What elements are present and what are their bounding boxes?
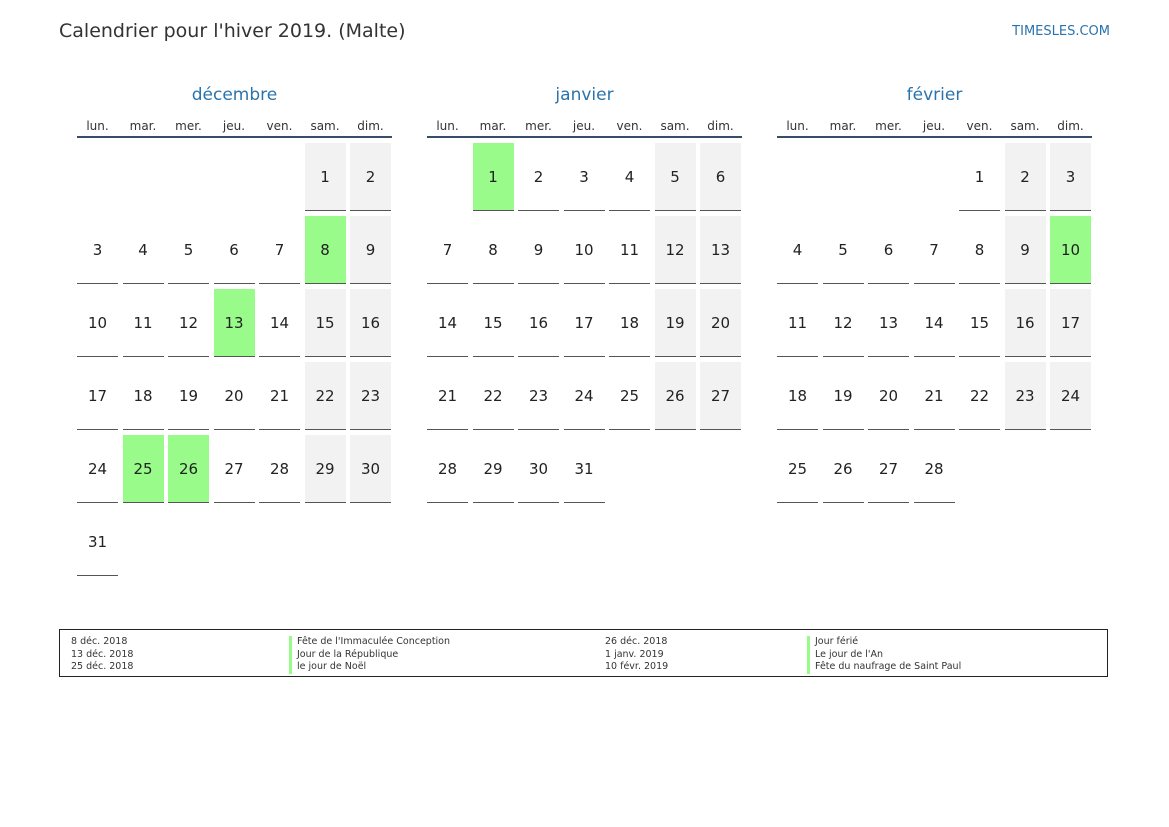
day-cell: 18 bbox=[609, 289, 650, 357]
holiday-day-cell: 8 bbox=[305, 216, 346, 284]
day-cell: 26 bbox=[823, 435, 864, 503]
day-cell: 8 bbox=[959, 216, 1000, 284]
empty-cell bbox=[123, 143, 164, 211]
day-cell: 20 bbox=[214, 362, 255, 430]
day-cell: 3 bbox=[77, 216, 118, 284]
weekend-day-cell: 16 bbox=[350, 289, 391, 357]
weekend-day-cell: 2 bbox=[350, 143, 391, 211]
day-cell: 31 bbox=[77, 508, 118, 576]
weekday-label: dim. bbox=[707, 119, 734, 133]
weekday-header bbox=[427, 116, 742, 138]
legend-date: 10 févr. 2019 bbox=[605, 661, 669, 672]
weekend-day-cell: 23 bbox=[350, 362, 391, 430]
day-cell: 22 bbox=[473, 362, 514, 430]
month-calendar bbox=[427, 84, 742, 503]
month-name: décembre bbox=[191, 85, 278, 105]
weekend-day-cell: 12 bbox=[655, 216, 696, 284]
day-cell: 12 bbox=[168, 289, 209, 357]
day-cell: 19 bbox=[823, 362, 864, 430]
weekend-day-cell: 6 bbox=[700, 143, 741, 211]
day-cell: 7 bbox=[427, 216, 468, 284]
weekday-label: mer. bbox=[875, 119, 902, 133]
weekday-label: jeu. bbox=[572, 119, 596, 133]
day-cell: 24 bbox=[564, 362, 605, 430]
weekday-label: mar. bbox=[479, 119, 507, 133]
weekday-label: dim. bbox=[357, 119, 384, 133]
day-cell: 17 bbox=[77, 362, 118, 430]
day-cell: 30 bbox=[518, 435, 559, 503]
day-cell: 5 bbox=[168, 216, 209, 284]
day-cell: 4 bbox=[123, 216, 164, 284]
weekday-header bbox=[777, 116, 1092, 138]
day-cell: 11 bbox=[123, 289, 164, 357]
weekend-day-cell: 17 bbox=[1050, 289, 1091, 357]
legend-date: 25 déc. 2018 bbox=[71, 661, 134, 672]
legend-names-col-1 bbox=[289, 636, 450, 674]
day-cell: 6 bbox=[868, 216, 909, 284]
weekend-day-cell: 2 bbox=[1005, 143, 1046, 211]
day-cell: 14 bbox=[427, 289, 468, 357]
weekend-day-cell: 9 bbox=[1005, 216, 1046, 284]
month-calendar bbox=[77, 84, 392, 576]
day-cell: 14 bbox=[914, 289, 955, 357]
day-cell: 15 bbox=[473, 289, 514, 357]
legend-holiday-name: le jour de Noël bbox=[289, 661, 450, 674]
weekday-label: sam. bbox=[1010, 119, 1040, 133]
day-cell: 24 bbox=[77, 435, 118, 503]
day-cell: 28 bbox=[427, 435, 468, 503]
holiday-day-cell: 25 bbox=[123, 435, 164, 503]
empty-cell bbox=[427, 143, 468, 211]
day-cell: 6 bbox=[214, 216, 255, 284]
weekend-day-cell: 5 bbox=[655, 143, 696, 211]
weekend-day-cell: 29 bbox=[305, 435, 346, 503]
weekday-label: sam. bbox=[660, 119, 690, 133]
weekend-day-cell: 13 bbox=[700, 216, 741, 284]
holiday-day-cell: 1 bbox=[473, 143, 514, 211]
legend-date: 26 déc. 2018 bbox=[605, 636, 668, 647]
weekday-label: jeu. bbox=[222, 119, 246, 133]
day-grid bbox=[427, 143, 742, 503]
month-calendar bbox=[777, 84, 1092, 503]
empty-cell bbox=[168, 143, 209, 211]
day-grid bbox=[777, 143, 1092, 503]
day-cell: 21 bbox=[914, 362, 955, 430]
weekday-label: mar. bbox=[829, 119, 857, 133]
day-cell: 23 bbox=[518, 362, 559, 430]
empty-cell bbox=[777, 143, 818, 211]
day-cell: 5 bbox=[823, 216, 864, 284]
day-cell: 21 bbox=[427, 362, 468, 430]
day-cell: 31 bbox=[564, 435, 605, 503]
holiday-day-cell: 13 bbox=[214, 289, 255, 357]
day-cell: 9 bbox=[518, 216, 559, 284]
weekday-label: mer. bbox=[525, 119, 552, 133]
day-cell: 7 bbox=[914, 216, 955, 284]
weekday-label: mar. bbox=[129, 119, 157, 133]
legend-holiday-name: Fête du naufrage de Saint Paul bbox=[807, 661, 961, 674]
legend-dates-col-1 bbox=[71, 636, 133, 674]
legend-holiday-name: Jour de la République bbox=[289, 649, 450, 662]
day-cell: 2 bbox=[518, 143, 559, 211]
weekend-day-cell: 16 bbox=[1005, 289, 1046, 357]
day-cell: 3 bbox=[564, 143, 605, 211]
month-name: janvier bbox=[555, 85, 614, 105]
holiday-day-cell: 26 bbox=[168, 435, 209, 503]
weekday-label: lun. bbox=[786, 119, 809, 133]
month-name: février bbox=[906, 85, 963, 105]
weekday-label: lun. bbox=[86, 119, 109, 133]
weekend-day-cell: 20 bbox=[700, 289, 741, 357]
day-grid bbox=[77, 143, 392, 576]
day-cell: 4 bbox=[777, 216, 818, 284]
day-cell: 28 bbox=[259, 435, 300, 503]
weekday-label: jeu. bbox=[922, 119, 946, 133]
day-cell: 14 bbox=[259, 289, 300, 357]
day-cell: 21 bbox=[259, 362, 300, 430]
day-cell: 19 bbox=[168, 362, 209, 430]
weekday-header bbox=[77, 116, 392, 138]
day-cell: 10 bbox=[564, 216, 605, 284]
legend-dates-col-2 bbox=[605, 636, 668, 674]
weekend-day-cell: 26 bbox=[655, 362, 696, 430]
weekday-label: ven. bbox=[966, 119, 993, 133]
day-cell: 11 bbox=[777, 289, 818, 357]
day-cell: 1 bbox=[959, 143, 1000, 211]
empty-cell bbox=[868, 143, 909, 211]
weekend-day-cell: 30 bbox=[350, 435, 391, 503]
empty-cell bbox=[214, 143, 255, 211]
page-title: Calendrier pour l'hiver 2019. (Malte) bbox=[59, 20, 406, 42]
site-link[interactable]: TIMESLES.COM bbox=[1012, 24, 1110, 39]
weekend-day-cell: 22 bbox=[305, 362, 346, 430]
day-cell: 25 bbox=[609, 362, 650, 430]
weekday-label: lun. bbox=[436, 119, 459, 133]
empty-cell bbox=[823, 143, 864, 211]
day-cell: 27 bbox=[214, 435, 255, 503]
weekend-day-cell: 9 bbox=[350, 216, 391, 284]
day-cell: 16 bbox=[518, 289, 559, 357]
day-cell: 4 bbox=[609, 143, 650, 211]
legend-holiday-name: Jour férié bbox=[807, 636, 961, 649]
weekend-day-cell: 15 bbox=[305, 289, 346, 357]
weekend-day-cell: 27 bbox=[700, 362, 741, 430]
day-cell: 17 bbox=[564, 289, 605, 357]
weekend-day-cell: 1 bbox=[305, 143, 346, 211]
weekend-day-cell: 19 bbox=[655, 289, 696, 357]
day-cell: 18 bbox=[123, 362, 164, 430]
day-cell: 8 bbox=[473, 216, 514, 284]
day-cell: 11 bbox=[609, 216, 650, 284]
day-cell: 20 bbox=[868, 362, 909, 430]
day-cell: 27 bbox=[868, 435, 909, 503]
legend-date: 13 déc. 2018 bbox=[71, 648, 134, 660]
legend-holiday-name: Fête de l'Immaculée Conception bbox=[289, 636, 450, 649]
empty-cell bbox=[77, 143, 118, 211]
day-cell: 25 bbox=[777, 435, 818, 503]
legend-date: 1 janv. 2019 bbox=[605, 648, 664, 660]
weekday-label: dim. bbox=[1057, 119, 1084, 133]
holiday-legend bbox=[59, 629, 1108, 677]
weekday-label: ven. bbox=[266, 119, 293, 133]
empty-cell bbox=[914, 143, 955, 211]
day-cell: 29 bbox=[473, 435, 514, 503]
weekday-label: sam. bbox=[310, 119, 340, 133]
weekend-day-cell: 24 bbox=[1050, 362, 1091, 430]
day-cell: 10 bbox=[77, 289, 118, 357]
empty-cell bbox=[259, 143, 300, 211]
legend-holiday-name: Le jour de l'An bbox=[807, 649, 961, 662]
day-cell: 13 bbox=[868, 289, 909, 357]
day-cell: 12 bbox=[823, 289, 864, 357]
weekend-day-cell: 3 bbox=[1050, 143, 1091, 211]
weekday-label: ven. bbox=[616, 119, 643, 133]
holiday-day-cell: 10 bbox=[1050, 216, 1091, 284]
day-cell: 18 bbox=[777, 362, 818, 430]
day-cell: 7 bbox=[259, 216, 300, 284]
weekend-day-cell: 23 bbox=[1005, 362, 1046, 430]
day-cell: 28 bbox=[914, 435, 955, 503]
weekday-label: mer. bbox=[175, 119, 202, 133]
day-cell: 22 bbox=[959, 362, 1000, 430]
day-cell: 15 bbox=[959, 289, 1000, 357]
legend-names-col-2 bbox=[807, 636, 961, 674]
legend-date: 8 déc. 2018 bbox=[71, 636, 128, 647]
